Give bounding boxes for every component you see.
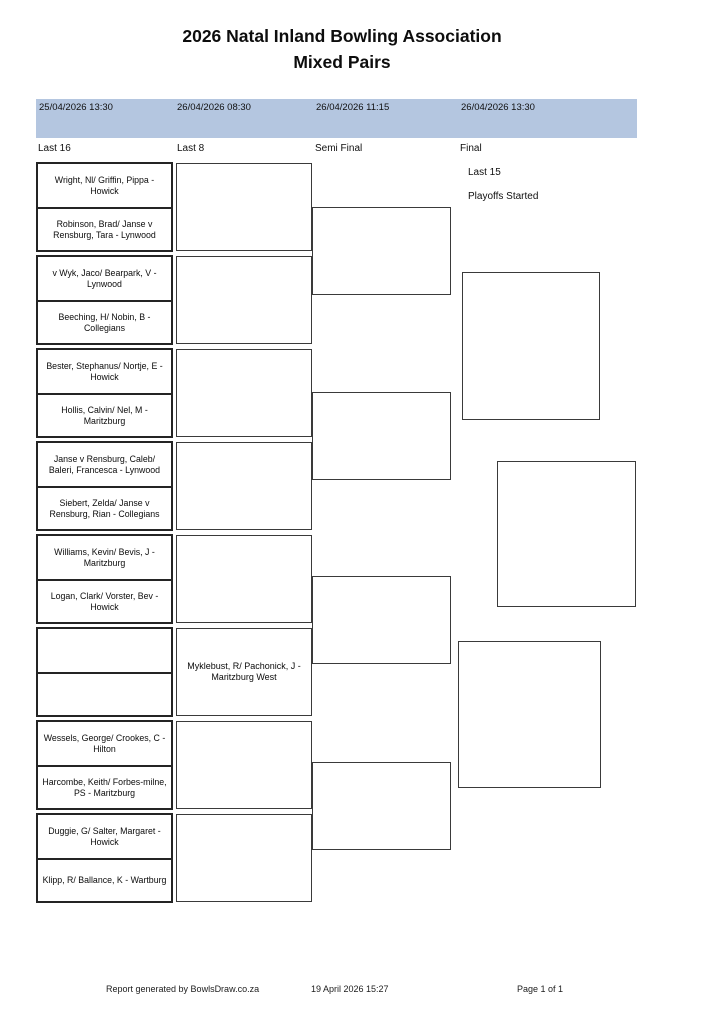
last16-slot-4: Beeching, H/ Nobin, B - Collegians [38, 300, 171, 343]
last16-slot-1: Wright, Nl/ Griffin, Pippa - Howick [54, 174, 155, 196]
note-last-15: Last 15 [468, 167, 501, 178]
note-playoffs-started: Playoffs Started [468, 191, 539, 202]
event-subtitle: Mixed Pairs [293, 52, 391, 72]
last16-slot-9: Williams, Kevin/ Bevis, J - Maritzburg [54, 546, 155, 568]
last8-box-1 [176, 163, 312, 251]
last16-pair-1 [36, 162, 173, 252]
last16-slot-11 [38, 629, 171, 672]
round-label-last16: Last 16 [38, 143, 71, 154]
page-title [0, 23, 684, 75]
last16-slot-14: Harcombe, Keith/ Forbes-milne, PS - Maritzburg [38, 765, 171, 808]
last8-box-8 [176, 814, 312, 902]
round-label-final: Final [460, 143, 482, 154]
last16-slot-15: Duggie, G/ Salter, Margaret - Howick [48, 825, 161, 847]
last8-box-4 [176, 442, 312, 530]
final-box-3 [458, 641, 601, 788]
last16-pair-8 [36, 813, 173, 903]
last16-slot-2: Robinson, Brad/ Janse v Rensburg, Tara - Lynwood [38, 207, 171, 250]
footer-datetime: 19 April 2026 15:27 [311, 984, 389, 994]
last16-slot-13: Wessels, George/ Crookes, C - Hilton [43, 732, 166, 754]
round-label-last8: Last 8 [177, 143, 205, 154]
match-date-round4: 26/04/2026 13:30 [461, 102, 535, 113]
round-label-semifinal: Semi Final [315, 143, 363, 154]
last8-box-3 [176, 349, 312, 437]
semifinal-box-3 [312, 576, 451, 664]
last8-box-2 [176, 256, 312, 344]
last16-slot-6: Hollis, Calvin/ Nel, M - Maritzburg [38, 393, 171, 436]
footer-generated-by: Report generated by BowlsDraw.co.za [106, 984, 260, 994]
last16-pair-3 [36, 348, 173, 438]
last16-pair-6 [36, 627, 173, 717]
final-box-1 [462, 272, 600, 420]
match-date-round2: 26/04/2026 08:30 [177, 102, 251, 113]
semifinal-box-2 [312, 392, 451, 480]
last16-slot-10: Logan, Clark/ Vorster, Bev - Howick [38, 579, 171, 622]
last16-pair-2 [36, 255, 173, 345]
final-box-2 [497, 461, 636, 607]
last16-pair-4 [36, 441, 173, 531]
last16-pair-7 [36, 720, 173, 810]
last8-box-6: Myklebust, R/ Pachonick, J - Maritzburg West [176, 628, 312, 716]
last16-slot-7: Janse v Rensburg, Caleb/ Baleri, Francesca - Lynwood [48, 453, 161, 475]
semifinal-box-1 [312, 207, 451, 295]
last16-slot-16: Klipp, R/ Ballance, K - Wartburg [38, 858, 171, 901]
match-date-round1: 25/04/2026 13:30 [39, 102, 113, 113]
match-date-round3: 26/04/2026 11:15 [316, 102, 390, 113]
tournament-title: 2026 Natal Inland Bowling Association [182, 26, 502, 46]
last8-box-5 [176, 535, 312, 623]
last16-slot-12 [38, 672, 171, 715]
last16-slot-8: Siebert, Zelda/ Janse v Rensburg, Rian - Collegians [38, 486, 171, 529]
last8-box-7 [176, 721, 312, 809]
last16-slot-3: v Wyk, Jaco/ Bearpark, V - Lynwood [52, 267, 157, 289]
last16-pair-5 [36, 534, 173, 624]
last16-slot-5: Bester, Stephanus/ Nortje, E - Howick [46, 360, 163, 382]
footer-page-number: Page 1 of 1 [517, 984, 564, 994]
semifinal-box-4 [312, 762, 451, 850]
